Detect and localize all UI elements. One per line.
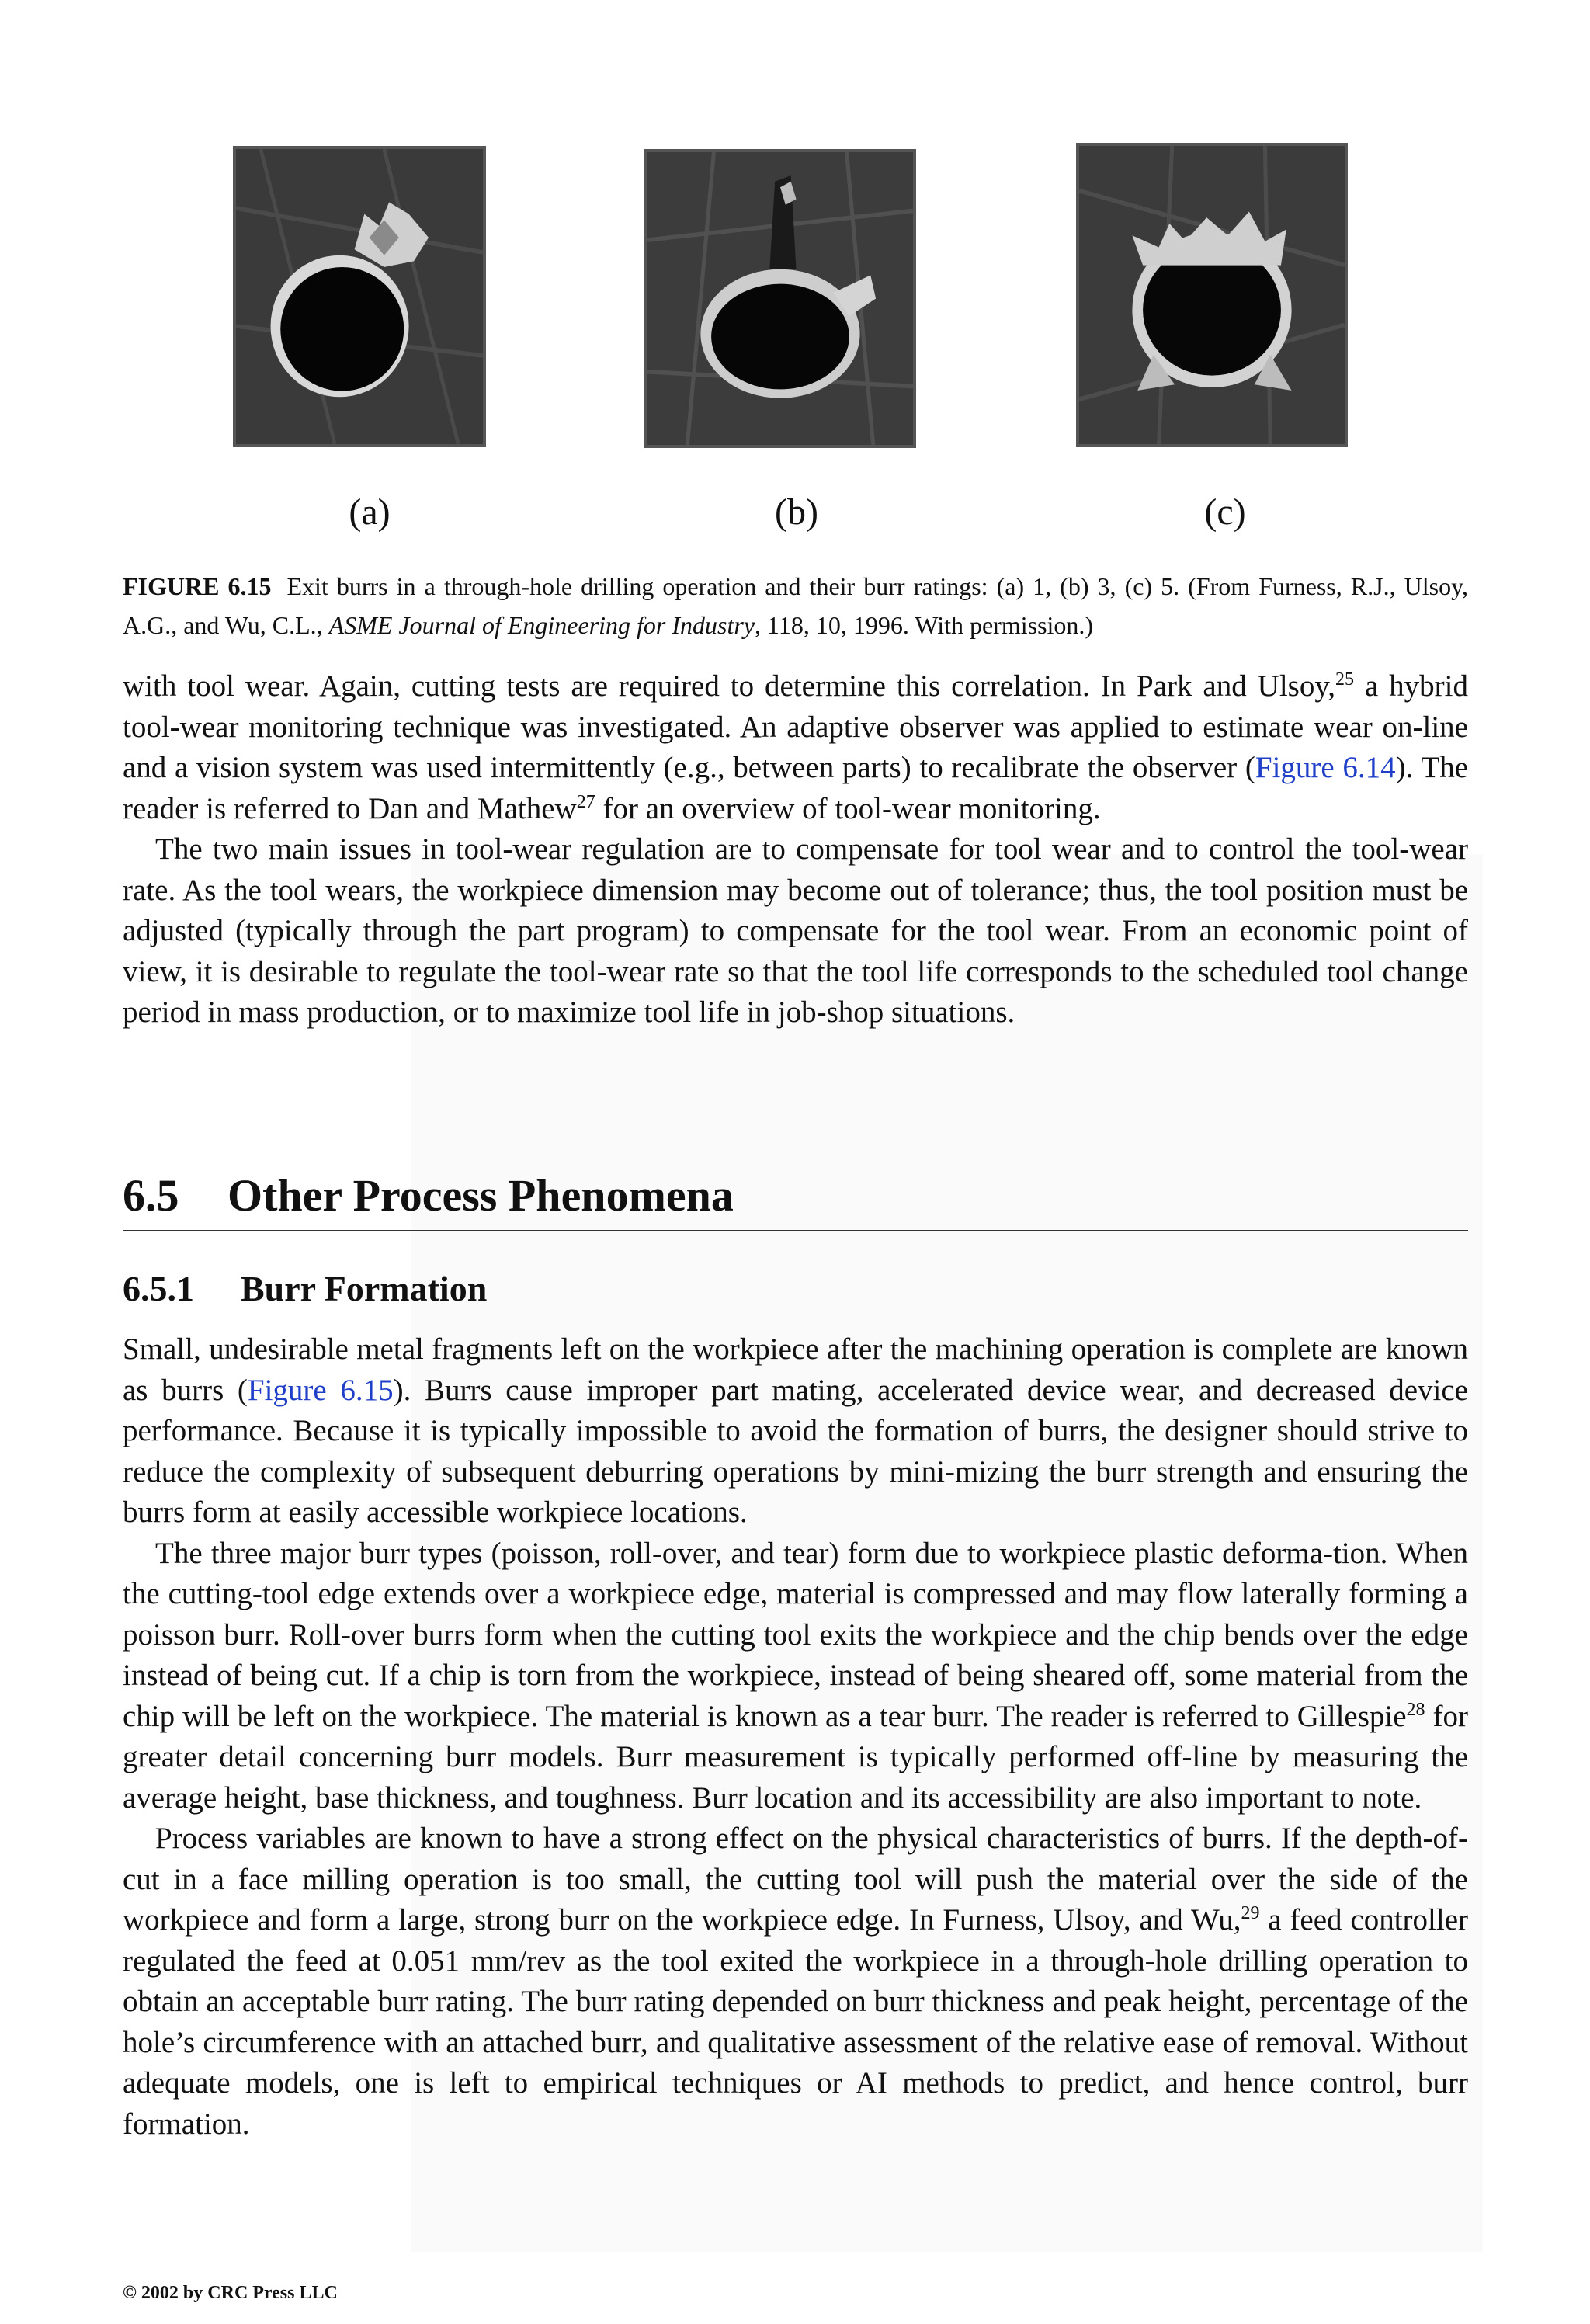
caption-text: Exit burrs in a through-hole drilling operation and their burr ratings: (a) 1, (b) 3, (c) 5. (From Furness, R.J., Ulsoy, A.G., and Wu, C.L., — [123, 572, 1469, 639]
figure-6-14-link[interactable]: Figure 6.14 — [1255, 751, 1396, 784]
text-run: a feed controller regulated the feed at 0.051 mm/rev as the tool exited the workpiece in a through-hole drilling operation to obtain an acceptable burr rating. The burr rating depended on burr thickness and peak height, percentage of the hole’s circumference with an attached burr, and qualitative assessment of the relative ease of removal. Without adequate models, one is left to empirical techniques or AI methods to predict, and hence control, burr formation. — [123, 1903, 1468, 2141]
caption-journal: ASME Journal of Engineering for Industry — [328, 611, 755, 639]
figure-6-15-link[interactable]: Figure 6.15 — [247, 1373, 394, 1407]
text-run: ). The reader is referred to Dan and Mathew — [123, 751, 1469, 825]
body-text-burr — [123, 1329, 1468, 2145]
panel-label-a: (a) — [349, 492, 391, 533]
caption-label: FIGURE 6.15 — [123, 572, 272, 600]
text-run: The three major burr types (poisson, roll-over, and tear) form due to workpiece plastic deforma-tion. When the cutting-tool edge extends over a workpiece edge, material is compressed and may flow laterally forming a poisson burr. Roll-over burrs form when the cutting tool exits the workpiece and the chip bends over the edge instead of being cut. If a chip is torn from the workpiece, instead of being sheared off, some material from the chip will be left on the workpiece. The material is known as a tear burr. The reader is referred to Gillespie — [123, 1536, 1468, 1733]
text-run: for an overview of tool-wear monitoring. — [595, 791, 1101, 825]
subsection-title: Burr Formation — [241, 1269, 488, 1308]
reference-29: 29 — [1241, 1903, 1260, 1923]
text-run: for greater detail concerning burr models. Burr measurement is typically performed off-line by measuring the average height, base thickness, and toughness. Burr location and its accessibility are also important to note. — [123, 1699, 1469, 1815]
body-text-top — [123, 666, 1468, 1033]
section-number: 6.5 — [123, 1170, 179, 1221]
paragraph-burr-types — [123, 1534, 1468, 1819]
text-run: a hybrid tool-wear monitoring technique was investigated. An adaptive observer was applied to estimate wear on-line and a vision system was used intermittently (e.g., between parts) to recalibrate the observer ( — [123, 669, 1468, 784]
reference-28: 28 — [1406, 1699, 1425, 1720]
reference-27: 27 — [576, 791, 595, 812]
text-run: with tool wear. Again, cutting tests are required to determine this correlation. In Park and Ulsoy, — [123, 669, 1336, 703]
figure-photo-c — [1076, 143, 1348, 447]
text-run: Small, undesirable metal fragments left on the workpiece after the machining operation is complete are known as burrs ( — [123, 1332, 1468, 1407]
section-heading — [123, 1169, 1468, 1223]
reference-25: 25 — [1335, 669, 1355, 690]
section-divider — [123, 1230, 1468, 1231]
paragraph-tool-wear-monitoring — [123, 666, 1468, 829]
text-run: Process variables are known to have a strong effect on the physical characteristics of burrs. If the depth-of-cut in a face milling operation is too small, the cutting tool will push the material over the side of the workpiece and form a large, strong burr on the workpiece edge. In Furness, Ulsoy, and Wu, — [123, 1822, 1468, 1937]
figure-caption — [123, 567, 1468, 644]
copyright-footer: © 2002 by CRC Press LLC — [123, 2283, 338, 2303]
paragraph-process-variables — [123, 1819, 1468, 2145]
figure-photo-a — [233, 146, 486, 447]
section-title: Other Process Phenomena — [227, 1170, 734, 1221]
subsection-number: 6.5.1 — [123, 1269, 194, 1308]
figure-photo-b — [644, 149, 916, 448]
panel-label-b: (b) — [775, 492, 818, 533]
caption-text-end: , 118, 10, 1996. With permission.) — [755, 611, 1094, 639]
subsection-heading — [123, 1266, 487, 1312]
paragraph-tool-wear-regulation: The two main issues in tool-wear regulation are to compensate for tool wear and to control the tool-wear rate. As the tool wears, the workpiece dimension may become out of tolerance; thus, the tool position must be adjusted (typically through the part program) to compensate for the tool wear. From an economic point of view, it is desirable to regulate the tool-wear rate so that the tool life corresponds to the scheduled tool change period in mass production, or to maximize tool life in job-shop situations. — [123, 832, 1468, 1029]
paragraph-burr-definition — [123, 1329, 1468, 1534]
text-run: ). Burrs cause improper part mating, accelerated device wear, and decreased device performance. Because it is typically impossible to avoid the formation of burrs, the designer should strive to reduce the complexity of subsequent deburring operations by mini-mizing the burr strength and ensuring the burrs form at easily accessible workpiece locations. — [123, 1373, 1468, 1529]
panel-label-c: (c) — [1204, 492, 1246, 533]
